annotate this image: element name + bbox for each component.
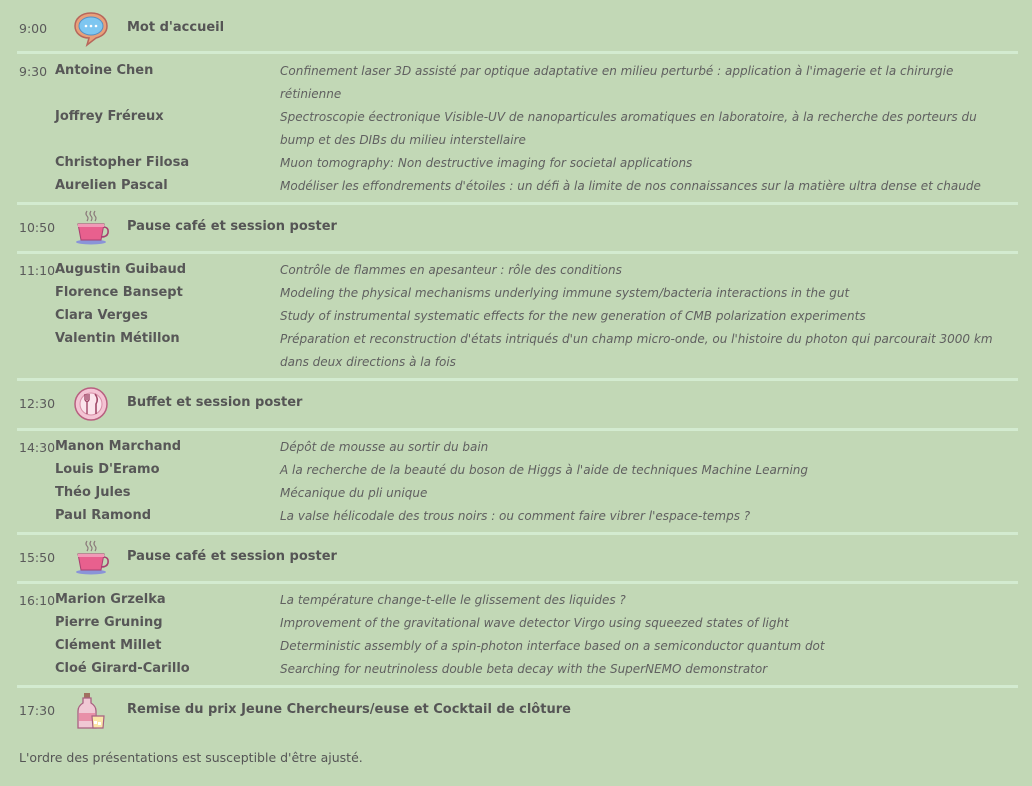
block-time: 16:10: [19, 593, 56, 608]
talk-title: La valse hélicodale des trous noirs : ou comment faire vibrer l'espace-temps ?: [280, 509, 751, 523]
session-title: Remise du prix Jeune Chercheurs/euse et Cocktail de clôture: [127, 702, 571, 717]
session-time: 9:00: [19, 21, 48, 36]
divider: [17, 378, 1018, 381]
speaker-name: Christopher Filosa: [55, 155, 190, 170]
speaker-name: Paul Ramond: [55, 508, 152, 523]
divider: [17, 251, 1018, 254]
session-time: 17:30: [19, 703, 56, 718]
session-title: Pause café et session poster: [127, 549, 337, 564]
talk-title: Improvement of the gravitational wave detector Virgo using squeezed states of light: [280, 616, 789, 630]
speaker-name: Cloé Girard-Carillo: [55, 661, 190, 676]
divider: [17, 51, 1018, 54]
talk-title: Deterministic assembly of a spin-photon interface based on a semiconductor quantum dot: [280, 639, 825, 653]
session-title: Buffet et session poster: [127, 395, 303, 410]
speaker-name: Clara Verges: [55, 308, 148, 323]
speaker-name: Marion Grzelka: [55, 592, 166, 607]
bottle-glass-icon: [72, 692, 110, 730]
speaker-name: Manon Marchand: [55, 439, 182, 454]
session-time: 12:30: [19, 396, 56, 411]
session-time: 10:50: [19, 220, 56, 235]
plate-cutlery-icon: [72, 385, 110, 423]
talk-title: Dépôt de mousse au sortir du bain: [280, 440, 489, 454]
speech-bubble-icon: [72, 10, 110, 48]
talk-title: Contrôle de flammes en apesanteur : rôle des conditions: [280, 263, 622, 277]
divider: [17, 428, 1018, 431]
divider: [17, 685, 1018, 688]
speaker-name: Théo Jules: [55, 485, 131, 500]
session-title: Mot d'accueil: [127, 20, 225, 35]
speaker-name: Joffrey Fréreux: [55, 109, 164, 124]
talk-title: Préparation et reconstruction d'états intriqués d'un champ micro-onde, ou l'histoire du photon qui parcourait 3000 km dans deux directions à la fois: [280, 332, 993, 369]
talk-title: Modeling the physical mechanisms underlying immune system/bacteria interactions in the gut: [280, 286, 850, 300]
speaker-name: Pierre Gruning: [55, 615, 163, 630]
divider: [17, 202, 1018, 205]
coffee-cup-icon: [72, 539, 110, 577]
block-time: 11:10: [19, 263, 56, 278]
schedule-note: L'ordre des présentations est susceptible d'être ajusté.: [19, 750, 363, 765]
session-time: 15:50: [19, 550, 56, 565]
speaker-name: Florence Bansept: [55, 285, 183, 300]
talk-title: Spectroscopie éectronique Visible-UV de nanoparticules aromatiques en laboratoire, à la recherche des porteurs du bump et des DIBs du milieu interstellaire: [280, 110, 977, 147]
speaker-name: Louis D'Eramo: [55, 462, 160, 477]
speaker-name: Clément Millet: [55, 638, 162, 653]
talk-title: A la recherche de la beauté du boson de Higgs à l'aide de techniques Machine Learning: [280, 463, 809, 477]
talk-title: Searching for neutrinoless double beta decay with the SuperNEMO demonstrator: [280, 662, 768, 676]
talk-title: Mécanique du pli unique: [280, 486, 428, 500]
speaker-name: Aurelien Pascal: [55, 178, 168, 193]
block-time: 9:30: [19, 64, 48, 79]
block-time: 14:30: [19, 440, 56, 455]
speaker-name: Antoine Chen: [55, 63, 154, 78]
speaker-name: Augustin Guibaud: [55, 262, 187, 277]
divider: [17, 532, 1018, 535]
talk-title: Confinement laser 3D assisté par optique adaptative en milieu perturbé : application à l'imagerie et la chirurgie rétinienne: [280, 64, 954, 101]
talk-title: La température change-t-elle le glissement des liquides ?: [280, 593, 626, 607]
coffee-cup-icon: [72, 209, 110, 247]
talk-title: Modéliser les effondrements d'étoiles : un défi à la limite de nos connaissances sur la matière ultra dense et chaude: [280, 179, 981, 193]
talk-title: Muon tomography: Non destructive imaging for societal applications: [280, 156, 693, 170]
speaker-name: Valentin Métillon: [55, 331, 180, 346]
divider: [17, 581, 1018, 584]
talk-title: Study of instrumental systematic effects for the new generation of CMB polarization experiments: [280, 309, 866, 323]
session-title: Pause café et session poster: [127, 219, 337, 234]
